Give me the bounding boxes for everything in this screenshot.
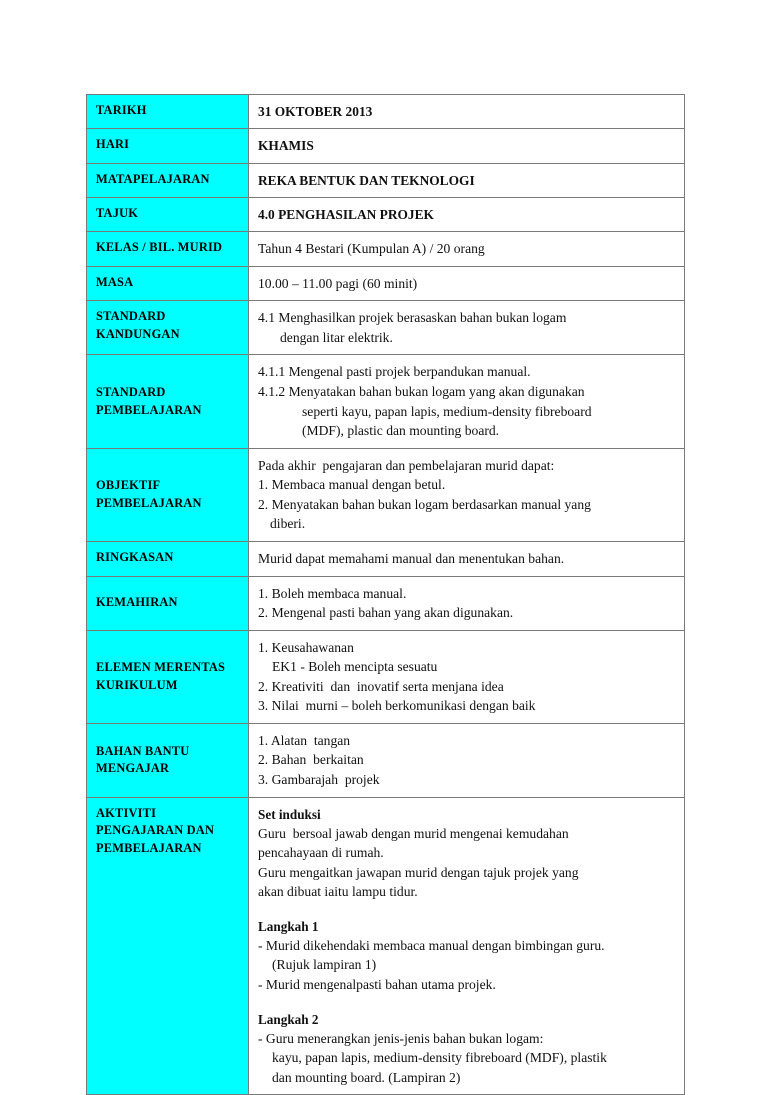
value-line: kayu, papan lapis, medium-density fibreboard (MDF), plastik [272,1050,607,1066]
table-row-elemen-merentas-kurikulum [87,630,685,723]
value-line: 2. Kreativiti dan inovatif serta menjana idea [258,678,504,694]
row-label-tajuk: TAJUK [87,197,249,231]
value-line: EK1 - Boleh mencipta sesuatu [272,659,438,675]
lesson-plan-table [86,94,685,1095]
row-value-aktiviti [249,797,685,1095]
value-line: dengan litar elektrik. [280,329,393,345]
label-line: AKTIVITI [96,805,157,820]
table-row-matapelajaran [87,163,685,197]
table-row-aktiviti [87,797,685,1095]
value-line: 3. Nilai murni – boleh berkomunikasi dengan baik [258,698,536,714]
label-line: STANDARD [96,384,166,399]
paragraph-spacer [258,995,676,1010]
value-line: 4.1.1 Mengenal pasti projek berpandukan manual. [258,364,531,380]
table-row-kemahiran [87,576,685,630]
row-value-hari: KHAMIS [249,129,685,163]
value-line: 2. Bahan berkaitan [258,752,364,768]
label-line: STANDARD [96,309,166,324]
row-value-matapelajaran: REKA BENTUK DAN TEKNOLOGI [249,163,685,197]
label-line: PEMBELAJARAN [96,495,202,510]
label-line: KANDUNGAN [96,326,180,341]
row-label-kelas: KELAS / BIL. MURID [87,232,249,267]
label-line: BAHAN BANTU [96,743,190,758]
value-line: 3. Gambarajah projek [258,772,380,787]
value-line: (MDF), plastic dan mounting board. [302,423,500,439]
label-line: OBJEKTIF [96,478,161,493]
label-line: PEMBELAJARAN [96,402,202,417]
row-label-standard-pembelajaran [87,355,249,448]
row-value-kelas: Tahun 4 Bestari (Kumpulan A) / 20 orang [249,232,685,267]
value-line: akan dibuat iaitu lampu tidur. [258,884,418,900]
row-label-masa: MASA [87,266,249,301]
row-value-elemen-merentas-kurikulum [249,630,685,723]
table-row-tarikh [87,95,685,129]
row-label-matapelajaran: MATAPELAJARAN [87,163,249,197]
value-line: 1. Boleh membaca manual. [258,585,407,601]
table-row-masa [87,266,685,301]
row-value-standard-kandungan [249,301,685,355]
value-line: dan mounting board. (Lampiran 2) [272,1069,461,1085]
value-line: - Murid dikehendaki membaca manual dengan bimbingan guru. [258,937,605,953]
value-line: 1. Membaca manual dengan betul. [258,477,446,493]
table-row-tajuk [87,197,685,231]
value-line: pencahayaan di rumah. [258,845,384,861]
row-label-standard-kandungan [87,301,249,355]
value-line: 1. Keusahawanan [258,639,354,655]
paragraph-spacer [258,902,676,917]
row-value-tarikh: 31 OKTOBER 2013 [249,95,685,129]
value-line: 4.1.2 Menyatakan bahan bukan logam yang akan digunakan [258,384,585,399]
value-line: seperti kayu, papan lapis, medium-density fibreboard [302,403,592,419]
value-line: 2. Menyatakan bahan bukan logam berdasarkan manual yang [258,496,591,512]
table-row-standard-kandungan [87,301,685,355]
row-label-hari: HARI [87,129,249,163]
row-label-ringkasan: RINGKASAN [87,541,249,576]
table-row-hari [87,129,685,163]
value-line: Pada akhir pengajaran dan pembelajaran murid dapat: [258,457,555,473]
value-line: (Rujuk lampiran 1) [272,957,377,973]
row-label-objektif-pembelajaran [87,448,249,541]
value-line: - Murid mengenalpasti bahan utama projek. [258,976,496,992]
label-line: PEMBELAJARAN [96,840,202,855]
value-line: 1. Alatan tangan [258,732,351,748]
value-line: 4.1 Menghasilkan projek berasaskan bahan bukan logam [258,310,567,326]
row-value-standard-pembelajaran [249,355,685,448]
value-line: - Guru menerangkan jenis-jenis bahan bukan logam: [258,1030,544,1046]
set-induksi-heading: Set induksi [258,806,321,822]
label-line: ELEMEN MERENTAS [96,660,226,675]
row-label-elemen-merentas-kurikulum [87,630,249,723]
row-label-bahan-bantu-mengajar [87,723,249,797]
row-value-bahan-bantu-mengajar [249,723,685,797]
langkah-1-heading: Langkah 1 [258,918,319,934]
table-row-standard-pembelajaran [87,355,685,448]
row-label-kemahiran: KEMAHIRAN [87,576,249,630]
label-line: PENGAJARAN DAN [96,823,215,838]
value-line: diberi. [270,516,306,532]
row-value-tajuk: 4.0 PENGHASILAN PROJEK [249,197,685,231]
langkah-2-heading: Langkah 2 [258,1011,319,1027]
label-line: KURIKULUM [96,677,178,692]
table-row-ringkasan [87,541,685,576]
row-value-kemahiran [249,576,685,630]
row-value-objektif-pembelajaran [249,448,685,541]
table-row-kelas [87,232,685,267]
row-label-tarikh: TARIKH [87,95,249,129]
label-line: MENGAJAR [96,761,170,776]
table-row-bahan-bantu-mengajar [87,723,685,797]
value-line: Guru bersoal jawab dengan murid mengenai kemudahan [258,825,569,841]
row-value-ringkasan: Murid dapat memahami manual dan menentukan bahan. [249,541,685,576]
table-row-objektif-pembelajaran [87,448,685,541]
row-value-masa: 10.00 – 11.00 pagi (60 minit) [249,266,685,301]
value-line: Guru mengaitkan jawapan murid dengan tajuk projek yang [258,864,579,880]
value-line: 2. Mengenal pasti bahan yang akan digunakan. [258,605,514,621]
row-label-aktiviti [87,797,249,1095]
